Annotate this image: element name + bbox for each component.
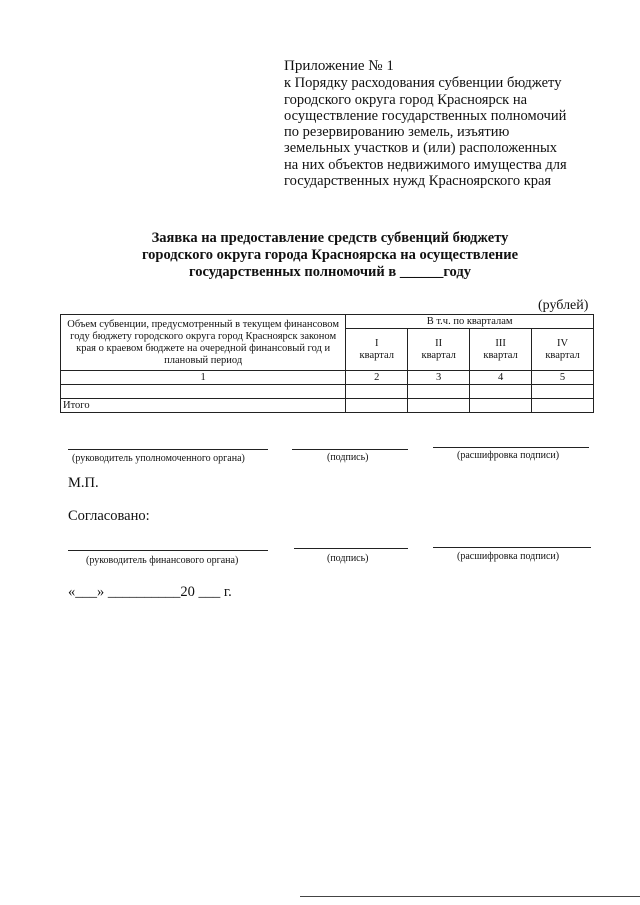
signature-line-decode-1 [433,447,589,448]
appendix-line: на них объектов недвижимого имущества для [284,156,567,173]
appendix-line: осуществление государственных полномочий [284,107,567,124]
col1-header: Объем субвенции, предусмотренный в текущем финансовом году бюджету городского округа город Красноярск законом края о краевом бюджете на очередной финансовый год и плановый период [61,315,346,371]
appendix-line: государственных нужд Красноярского края [284,173,552,190]
agreed-label: Согласовано: [68,508,150,524]
date-line: «___» __________20 ___ г. [68,584,232,600]
document-heading [90,230,570,281]
units-label: (рублей) [538,298,589,313]
total-row [61,399,594,413]
caption-head-2: (руководитель финансового органа) [86,555,239,566]
appendix-line: земельных участков и (или) расположенных [284,140,558,157]
signature-line-head-1 [68,449,268,450]
bottom-rule [300,896,640,897]
column-number-row [61,371,594,385]
col-number: 3 [408,371,470,385]
subvention-table [60,314,594,413]
col-number: 4 [470,371,532,385]
quarter-header: IV квартал [532,329,594,371]
signature-line-decode-2 [433,547,591,548]
quarter-header: I квартал [346,329,408,371]
heading-line: Заявка на предоставление средств субвенций бюджету [151,230,509,246]
total-label: Итого [61,399,346,413]
col-number: 1 [61,371,346,385]
stamp-place-label: М.П. [68,475,99,491]
signature-line-head-2 [68,550,268,551]
appendix-line: по резервированию земель, изъятию [284,124,510,141]
appendix-line: к Порядку расходования субвенции бюджету [284,75,562,92]
appendix-title: Приложение № 1 [284,58,394,74]
quarters-header: В т.ч. по кварталам [346,315,594,329]
caption-head-1: (руководитель уполномоченного органа) [72,453,245,464]
col-number: 2 [346,371,408,385]
caption-decode-1: (расшифровка подписи) [457,450,560,461]
appendix-block [284,58,604,189]
quarter-header: II квартал [408,329,470,371]
signature-line-sign-1 [292,449,408,450]
caption-sign-2: (подпись) [327,553,369,564]
heading-line: государственных полномочий в ______году [189,264,471,280]
col-number: 5 [532,371,594,385]
heading-line: городского округа города Красноярска на осуществление [141,247,519,263]
appendix-line: городского округа город Красноярск на [284,91,528,108]
caption-sign-1: (подпись) [327,452,369,463]
signature-line-sign-2 [294,548,408,549]
quarter-header: III квартал [470,329,532,371]
caption-decode-2: (расшифровка подписи) [457,551,560,562]
empty-row [61,385,594,399]
